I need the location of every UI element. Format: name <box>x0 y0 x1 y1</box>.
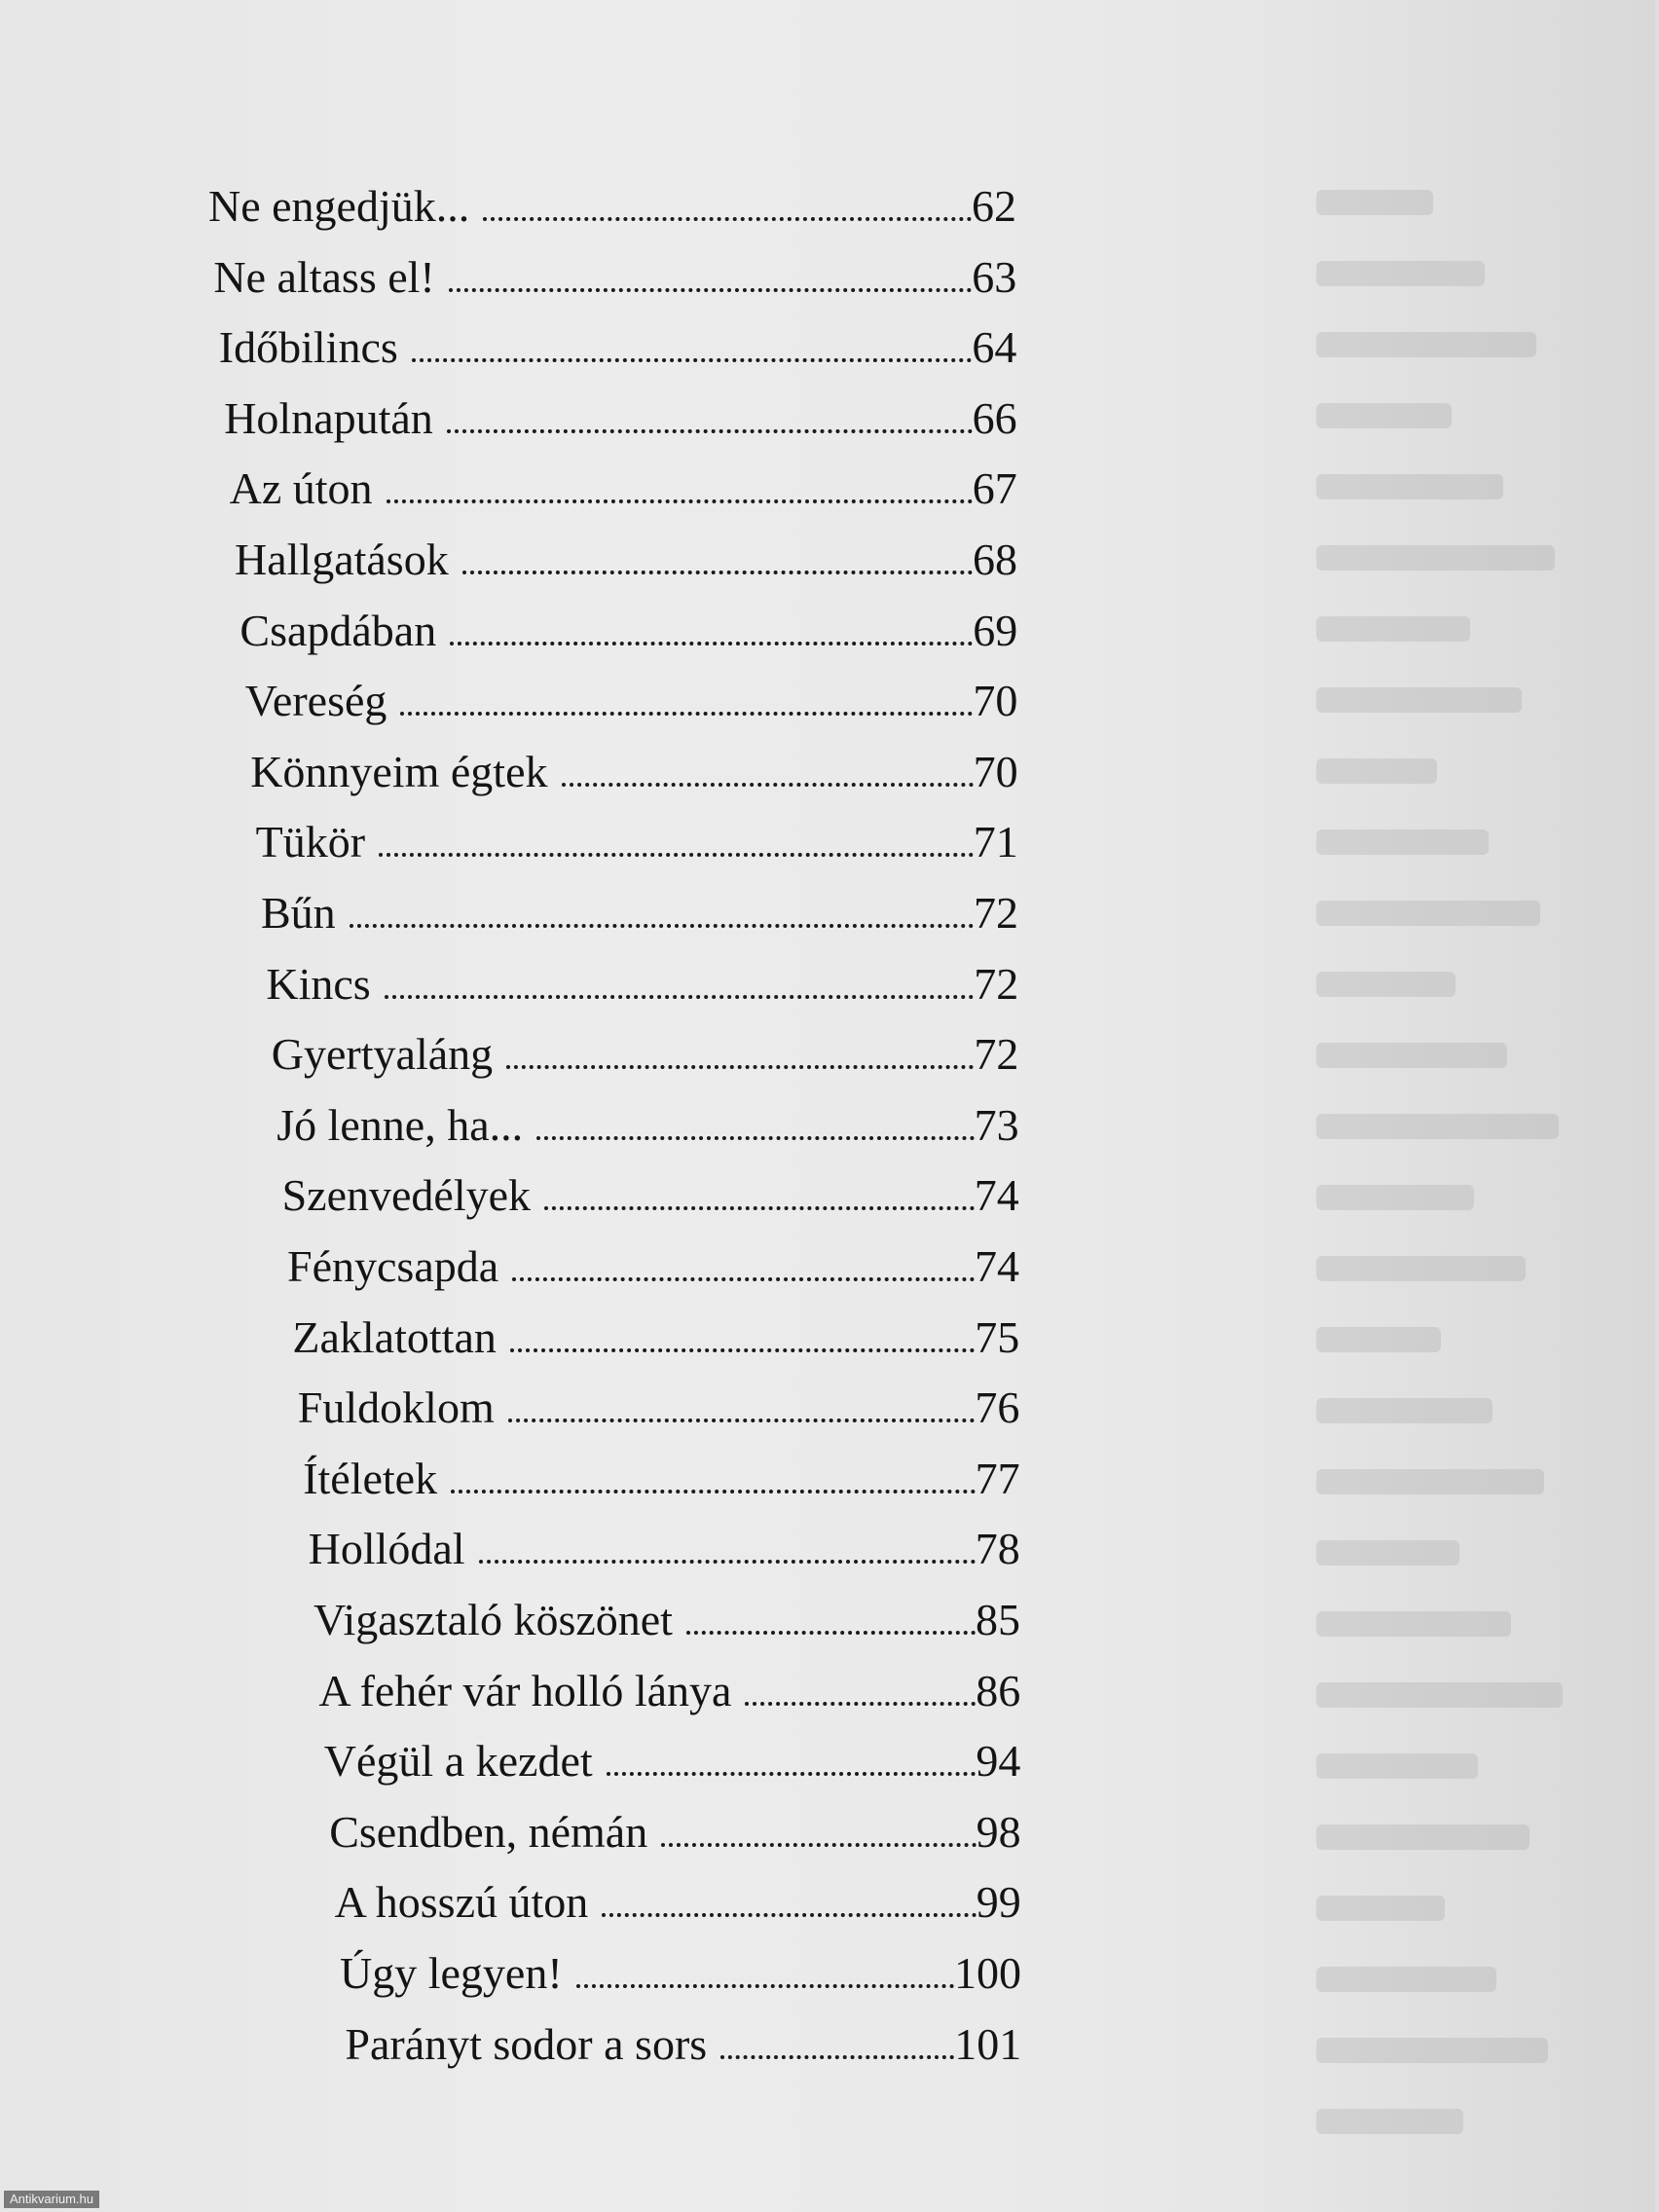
toc-entry-title: Végül a kezdet <box>323 1736 593 1787</box>
toc-entry <box>224 387 1016 450</box>
toc-entry-page-number: 86 <box>976 1665 1021 1715</box>
show-through-line <box>1316 261 1485 286</box>
dot-leader <box>536 1136 974 1140</box>
show-through-line <box>1316 830 1489 855</box>
dot-leader <box>562 783 974 787</box>
dot-leader <box>720 2055 954 2059</box>
dot-leader <box>483 217 972 221</box>
toc-entry-page-number: 85 <box>976 1595 1020 1644</box>
toc-entry-title: Ne engedjük... <box>208 181 470 231</box>
toc-entry <box>345 2013 1021 2076</box>
toc-entry-title: Vereség <box>244 676 387 726</box>
show-through-line <box>1316 403 1452 428</box>
toc-entry-title: Vigasztaló köszönet <box>313 1595 673 1644</box>
dot-leader <box>607 1772 977 1776</box>
toc-entry-title: Időbilincs <box>218 322 398 373</box>
toc-entry-title: Fuldoklom <box>297 1382 495 1433</box>
show-through-line <box>1316 687 1522 713</box>
watermark: Antikvarium.hu <box>4 2191 99 2208</box>
dot-leader <box>387 499 973 503</box>
toc-entry-title: Tükör <box>255 817 366 867</box>
toc-entry-page-number: 94 <box>976 1736 1021 1787</box>
toc-entry-title: Ne altass el! <box>213 251 435 302</box>
toc-entry-page-number: 74 <box>974 1170 1019 1221</box>
toc-entry <box>230 458 1017 520</box>
show-through-line <box>1316 1185 1474 1210</box>
show-through-line <box>1316 474 1503 499</box>
toc-entry-page-number: 68 <box>973 535 1017 584</box>
show-through-line <box>1316 1682 1563 1708</box>
toc-entry-title: Kincs <box>266 958 371 1009</box>
toc-entry <box>250 741 1017 803</box>
dot-leader <box>745 1702 976 1706</box>
dot-leader <box>462 571 973 574</box>
toc-entry-page-number: 70 <box>973 676 1018 726</box>
toc-entry <box>245 670 1018 732</box>
toc-entry-title: Hallgatások <box>235 535 449 584</box>
toc-entry-page-number: 64 <box>972 322 1017 373</box>
toc-entry-page-number: 99 <box>976 1877 1021 1928</box>
toc-entry-page-number: 100 <box>954 1948 1021 1998</box>
show-through-line <box>1316 190 1433 215</box>
toc-entry <box>292 1307 1019 1369</box>
toc-entry <box>272 1023 1019 1086</box>
toc-entry <box>335 1871 1021 1934</box>
toc-entry-page-number: 72 <box>974 1029 1019 1080</box>
toc-entry <box>256 811 1018 873</box>
dot-leader <box>686 1631 976 1635</box>
dot-leader <box>400 712 973 716</box>
toc-entry-title: A hosszú úton <box>334 1877 589 1928</box>
toc-entry-page-number: 74 <box>975 1241 1019 1291</box>
toc-entry <box>261 882 1018 944</box>
toc-entry <box>340 1942 1021 2005</box>
toc-entry <box>276 1094 1018 1157</box>
toc-entry <box>266 953 1018 1015</box>
toc-entry-title: A fehér vár holló lánya <box>318 1665 732 1715</box>
toc-entry-title: Szenvedélyek <box>281 1170 532 1221</box>
toc-entry-page-number: 67 <box>972 463 1017 514</box>
toc-entry-page-number: 73 <box>974 1099 1019 1150</box>
dot-leader <box>450 642 973 645</box>
toc-entry-title: Holnapután <box>224 392 433 443</box>
toc-entry-page-number: 72 <box>974 958 1019 1009</box>
toc-entry <box>309 1518 1020 1580</box>
toc-entry-page-number: 63 <box>972 251 1017 302</box>
toc-entry-title: Zaklatottan <box>292 1311 497 1362</box>
show-through-line <box>1316 1043 1507 1068</box>
show-through-line <box>1316 545 1555 571</box>
toc-entry-title: Úgy legyen! <box>340 1948 563 1998</box>
toc-entry-page-number: 66 <box>972 392 1017 443</box>
toc-entry-page-number: 71 <box>973 817 1018 867</box>
dot-leader <box>379 853 974 857</box>
toc-entry <box>235 529 1017 591</box>
toc-entry <box>324 1730 1021 1792</box>
dot-leader <box>508 1419 976 1422</box>
show-through-line <box>1316 1256 1526 1281</box>
toc-entry-title: Parányt sodor a sors <box>345 2018 708 2069</box>
toc-entry-title: Ítéletek <box>303 1453 438 1503</box>
toc-entry-page-number: 76 <box>975 1382 1020 1433</box>
dot-leader <box>451 1490 975 1493</box>
toc-entry-title: Fénycsapda <box>287 1241 499 1291</box>
toc-entry-title: Csendben, némán <box>329 1806 648 1857</box>
toc-entry <box>240 600 1017 662</box>
show-through-line <box>1316 1753 1478 1779</box>
toc-entry-page-number: 101 <box>954 2018 1022 2069</box>
dot-leader <box>385 995 974 999</box>
toc-entry-title: Könnyeim égtek <box>250 746 548 796</box>
toc-entry <box>313 1589 1020 1651</box>
dot-leader <box>447 429 973 433</box>
dot-leader <box>506 1065 974 1069</box>
show-through-line <box>1316 332 1536 357</box>
show-through-line <box>1316 1469 1544 1494</box>
dot-leader <box>544 1206 975 1210</box>
show-through-line <box>1316 1825 1530 1850</box>
toc-entry-page-number: 70 <box>973 746 1018 796</box>
show-through-line <box>1316 2109 1463 2134</box>
toc-entry <box>303 1448 1019 1510</box>
toc-entry-page-number: 72 <box>974 888 1018 938</box>
show-through-line <box>1316 2038 1548 2063</box>
dot-leader <box>449 288 972 292</box>
dot-leader <box>661 1843 976 1847</box>
dot-leader <box>510 1348 975 1352</box>
toc-entry-page-number: 77 <box>975 1453 1020 1503</box>
show-through-line <box>1316 1540 1459 1566</box>
dot-leader <box>412 358 973 362</box>
toc-entry <box>329 1801 1020 1863</box>
show-through-line <box>1316 758 1437 784</box>
show-through-line <box>1316 901 1540 926</box>
show-through-line <box>1316 1896 1445 1921</box>
dot-leader <box>350 924 974 928</box>
toc-entry <box>287 1235 1019 1298</box>
dot-leader <box>512 1277 975 1281</box>
toc-entry-title: Bűn <box>261 888 336 938</box>
show-through-line <box>1316 972 1456 997</box>
show-through-line <box>1316 1967 1496 1992</box>
toc-entry <box>282 1164 1019 1227</box>
toc-entry-page-number: 75 <box>975 1311 1020 1362</box>
toc-entry-title: Csapdában <box>240 605 437 655</box>
toc-entry-page-number: 98 <box>976 1806 1021 1857</box>
toc-entry-page-number: 78 <box>975 1524 1020 1574</box>
toc-entry <box>298 1377 1020 1439</box>
show-through-line <box>1316 1398 1493 1423</box>
show-through-line <box>1316 1114 1559 1139</box>
toc-entry-title: Jó lenne, ha... <box>276 1099 524 1150</box>
toc-entry-page-number: 69 <box>973 605 1018 655</box>
toc-entry-title: Hollódal <box>308 1524 465 1574</box>
show-through-line <box>1316 1327 1441 1352</box>
dot-leader <box>576 1984 954 1988</box>
toc-entry <box>208 175 1016 238</box>
show-through-line <box>1316 1611 1511 1637</box>
toc-entry <box>213 246 1016 309</box>
toc-entry <box>318 1660 1020 1722</box>
toc-entry-page-number: 62 <box>972 181 1016 231</box>
toc-entry <box>219 316 1017 379</box>
dot-leader <box>602 1913 977 1917</box>
dot-leader <box>479 1560 976 1564</box>
toc-entry-title: Gyertyaláng <box>271 1029 494 1080</box>
toc-entry-title: Az úton <box>229 463 373 514</box>
show-through-line <box>1316 616 1470 642</box>
